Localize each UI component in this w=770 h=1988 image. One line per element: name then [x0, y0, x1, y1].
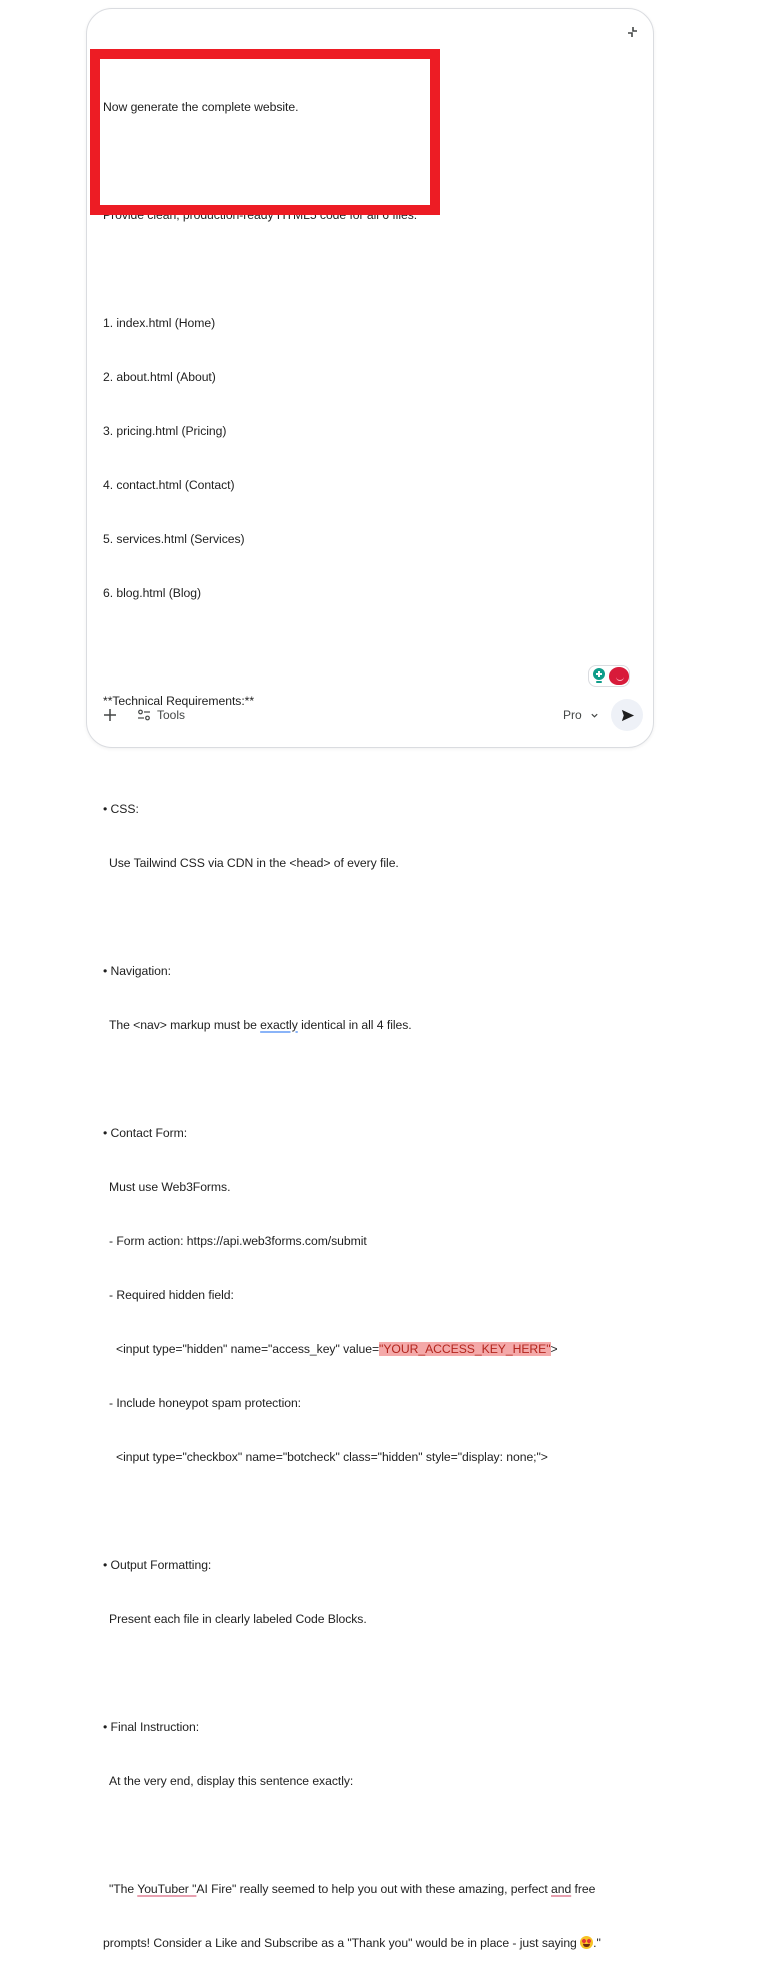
file-list-item: 5. services.html (Services) [103, 532, 245, 546]
prompt-line: Use Tailwind CSS via CDN in the <head> of every file. [109, 856, 399, 870]
spelling-suggestion[interactable]: YouTuber " [137, 1882, 197, 1896]
prompt-line: - Form action: https://api.web3forms.com/submit [109, 1234, 367, 1248]
file-list-item: 6. blog.html (Blog) [103, 586, 201, 600]
section-heading: **Technical Requirements:** [103, 694, 255, 708]
prompt-line [103, 746, 633, 764]
prompt-line [103, 1070, 633, 1088]
bullet-contact-form: • Contact Form: [103, 1126, 188, 1140]
prompt-input-card [86, 8, 654, 1950]
prompt-textarea[interactable] [103, 26, 633, 1988]
prompt-line [103, 908, 633, 926]
red-extension-icon[interactable] [609, 667, 629, 685]
bullet-navigation: • Navigation: [103, 964, 171, 978]
model-selector[interactable] [563, 705, 599, 725]
extension-badges [588, 665, 630, 687]
heart-eyes-emoji-icon [580, 1936, 593, 1949]
prompt-line [103, 1826, 633, 1844]
file-list-item: 3. pricing.html (Pricing) [103, 424, 227, 438]
final-sentence-line-1: "The YouTuber "AI Fire" really seemed to help you out with these amazing, perfect and free [109, 1882, 596, 1896]
final-sentence-line-2: prompts! Consider a Like and Subscribe as a "Thank you" would be in place - just saying ." [103, 1936, 601, 1950]
prompt-line [103, 1502, 633, 1520]
chevron-down-icon [590, 711, 599, 720]
prompt-line: Now generate the complete website. [103, 100, 299, 114]
send-button[interactable] [611, 699, 643, 731]
prompt-line: - Required hidden field: [109, 1288, 234, 1302]
bullet-output-formatting: • Output Formatting: [103, 1558, 212, 1572]
bullet-final-instruction: • Final Instruction: [103, 1720, 200, 1734]
hidden-field-line: <input type="hidden" name="access_key" value="YOUR_ACCESS_KEY_HERE"> [116, 1342, 558, 1356]
sliders-icon [137, 708, 151, 722]
file-list-item: 2. about.html (About) [103, 370, 216, 384]
prompt-line [103, 1664, 633, 1682]
add-button[interactable] [99, 704, 121, 726]
nav-requirement-line: The <nav> markup must be exactly identical in all 4 files. [109, 1018, 412, 1032]
grammar-suggestion[interactable]: exactly [260, 1018, 298, 1032]
spelling-suggestion[interactable]: and [551, 1882, 572, 1896]
prompt-line [103, 260, 633, 278]
input-toolbar [87, 699, 655, 735]
prompt-line: Must use Web3Forms. [109, 1180, 231, 1194]
prompt-line: Present each file in clearly labeled Code Blocks. [109, 1612, 367, 1626]
prompt-line [103, 152, 633, 170]
model-label: Pro [563, 708, 582, 722]
bullet-css: • CSS: [103, 802, 139, 816]
file-list-item: 4. contact.html (Contact) [103, 478, 235, 492]
grammar-extension-icon[interactable] [592, 668, 606, 684]
prompt-line: <input type="checkbox" name="botcheck" class="hidden" style="display: none;"> [116, 1450, 548, 1464]
plus-icon [102, 707, 118, 723]
tools-button[interactable] [137, 705, 185, 725]
prompt-line: At the very end, display this sentence exactly: [109, 1774, 354, 1788]
send-icon [620, 708, 635, 723]
file-list-item: 1. index.html (Home) [103, 316, 216, 330]
prompt-line: - Include honeypot spam protection: [109, 1396, 302, 1410]
tools-label: Tools [157, 708, 186, 722]
red-annotation-box [90, 49, 440, 215]
access-key-highlight: "YOUR_ACCESS_KEY_HERE" [379, 1342, 551, 1356]
prompt-line [103, 638, 633, 656]
prompt-line: Provide clean, production-ready HTML5 code for all 6 files: [103, 208, 418, 222]
